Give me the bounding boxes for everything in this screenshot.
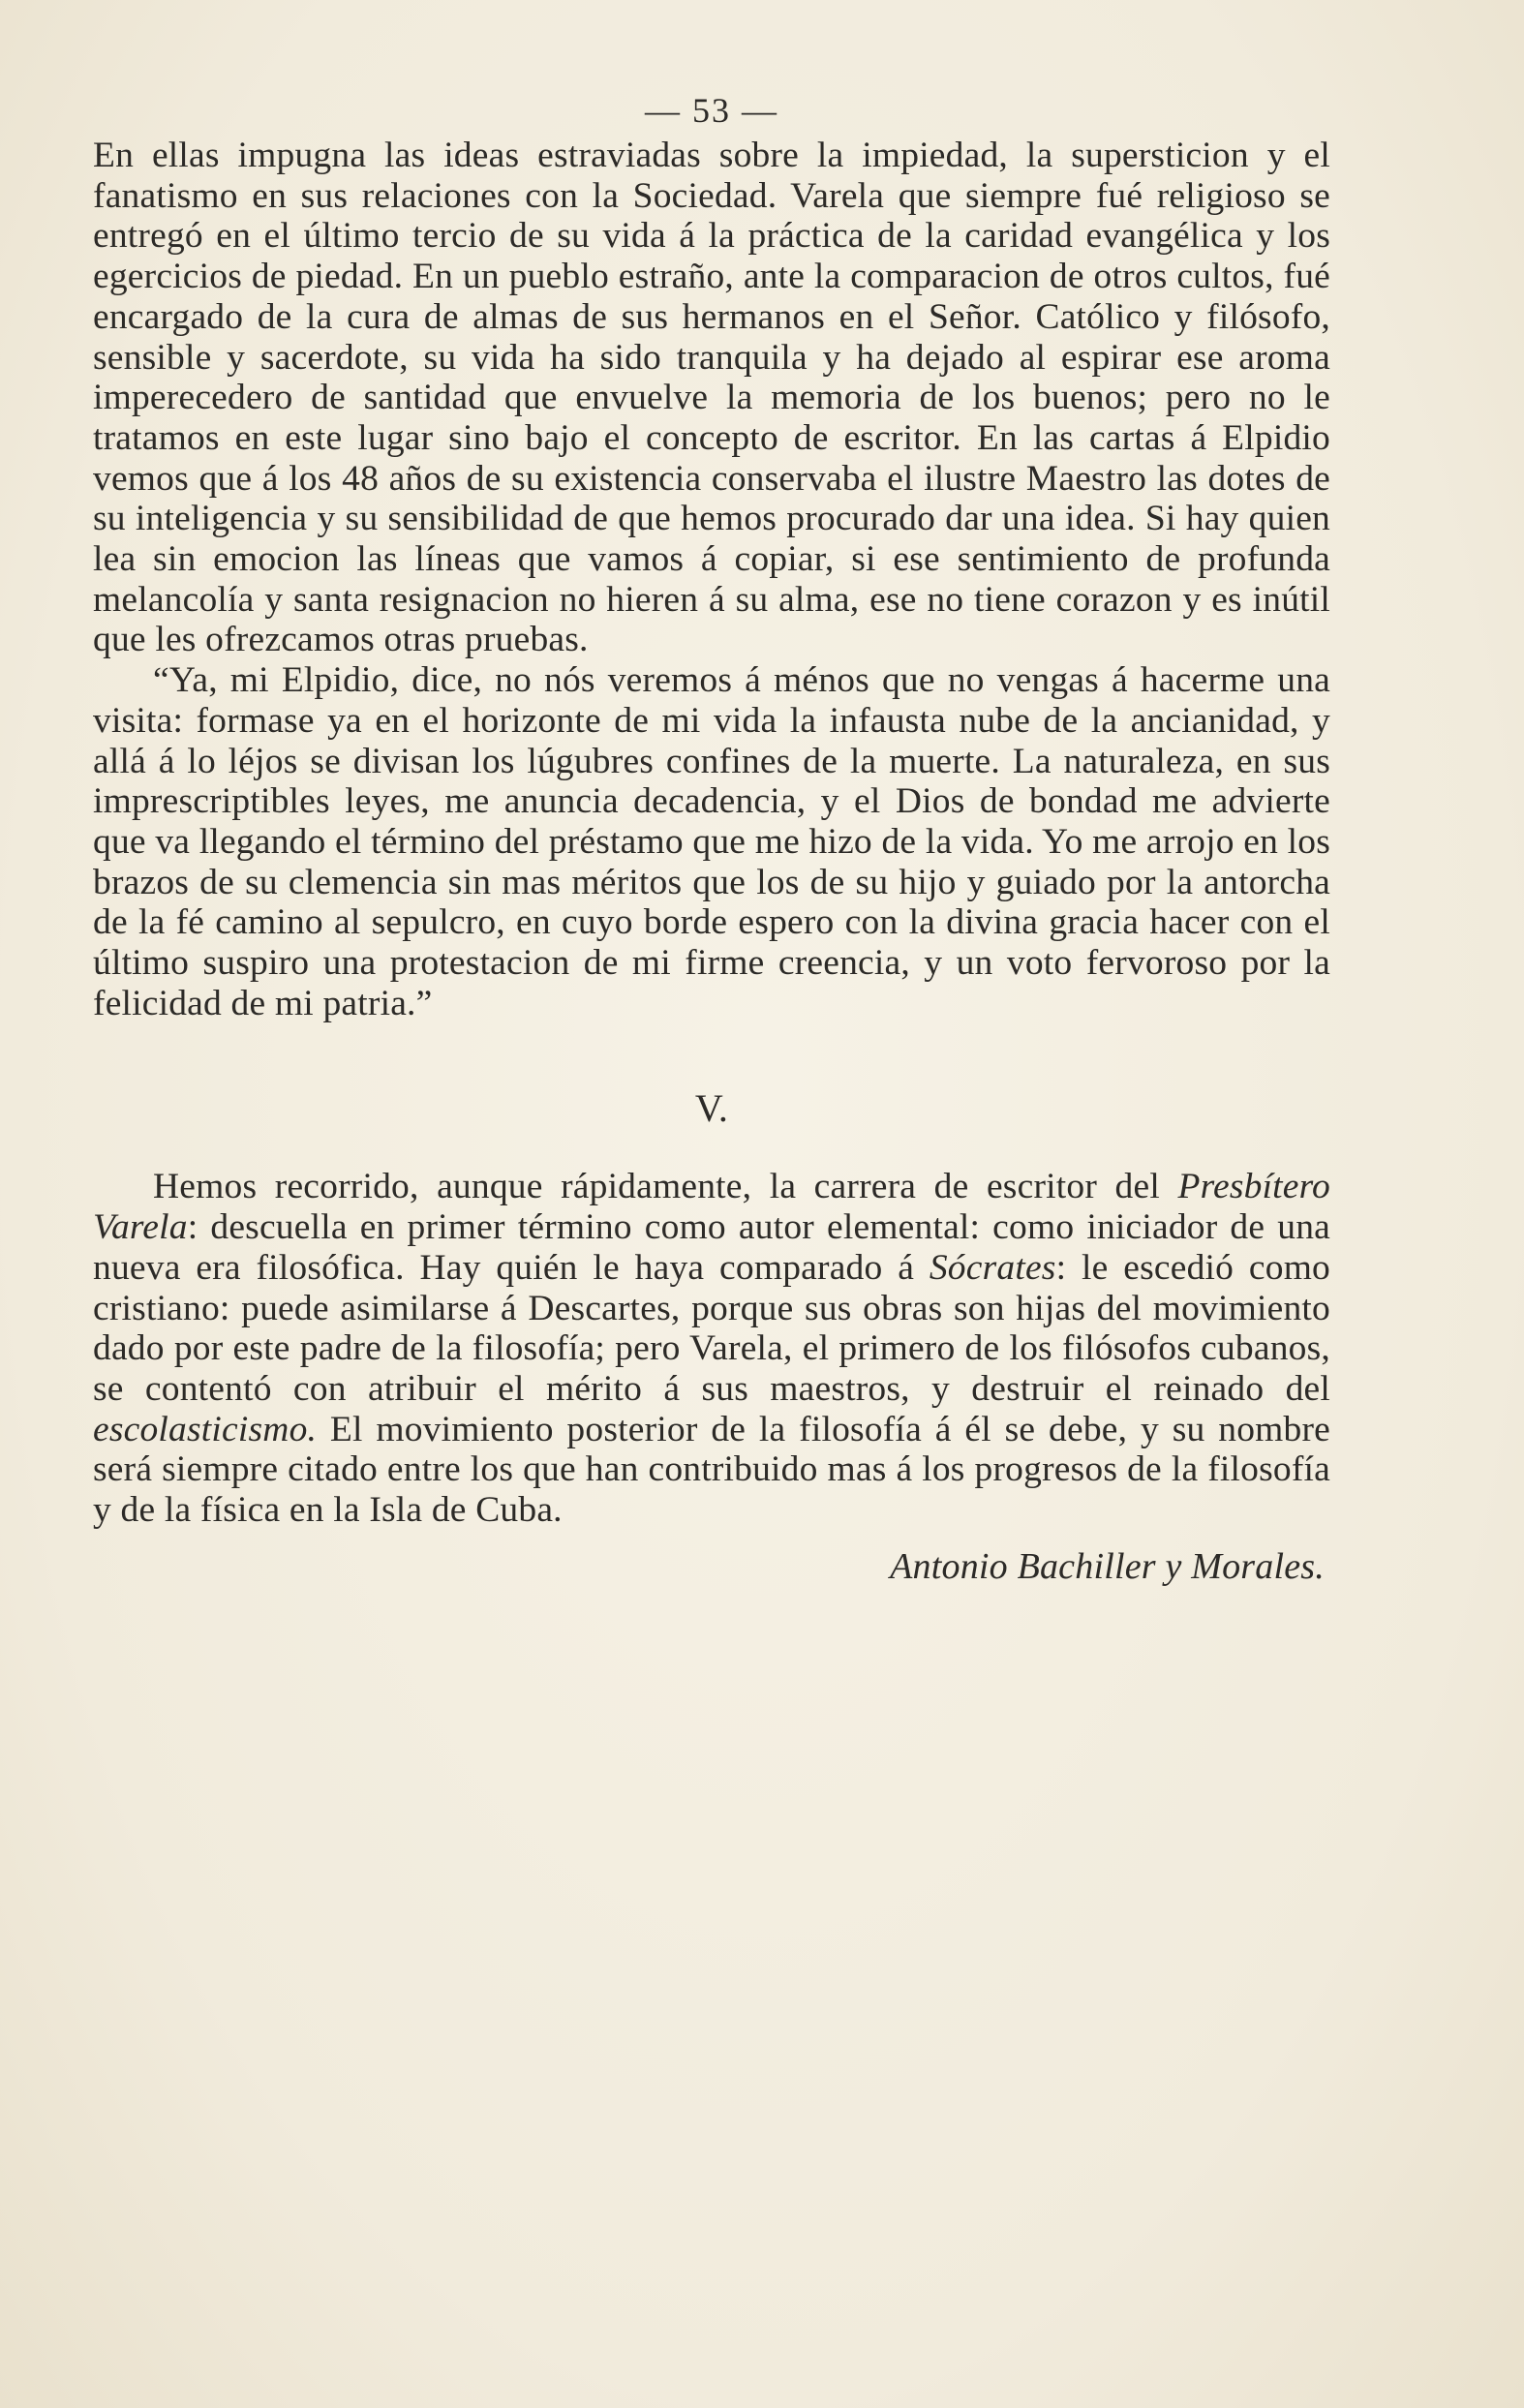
section-heading: V. (694, 1086, 729, 1131)
page-text (93, 89, 1330, 1589)
paragraph-3-italic-3: escolasticismo. (93, 1409, 318, 1449)
paragraph-3-italic-1: Presbítero Varela (93, 1167, 1330, 1248)
quoted-letter-paragraph: “Ya, mi Elpidio, dice, no nós veremos á ménos que no vengas á hacerme una visita: formase ya en el horizonte de mi vida la infausta nube de la ancianidad, y allá á lo léjos se divisan los lúgubres confines de la muerte. La naturaleza, en sus imprescriptibles leyes, me anuncia decadencia, y el Dios de bondad me advierte que va llegando el término del préstamo que me hizo de la vida. Yo me arrojo en los brazos de su clemencia sin mas méritos que los de su hijo y guiado por la antorcha de la fé camino al sepulcro, en cuyo borde espero con la divina gracia hacer con el último suspiro una protestacion de mi firme creencia, y un voto fervoroso por la felicidad de mi patria.” (93, 660, 1330, 1023)
paragraph-3-text-2: : descuella en primer término como autor elemental: como iniciador de una nueva era filosófica. Hay quién le haya comparado á (93, 1207, 1330, 1288)
paragraph-3-italic-2: Sócrates (929, 1247, 1056, 1288)
paragraph-3-text-3: : le escedió como cristiano: puede asimilarse á Descartes, porque sus obras son hijas del movimiento dado por este padre de la filosofía; pero Varela, el primero de los filósofos cubanos, se contentó con atribuir el mérito á sus maestros, y destruir el reinado del (93, 1247, 1331, 1409)
paragraph-3-text-1: Hemos recorrido, aunque rápidamente, la carrera de escritor del (153, 1167, 1178, 1207)
paragraph-3 (93, 1167, 1330, 1530)
author-signature: Antonio Bachiller y Morales. (890, 1545, 1325, 1587)
paragraph-1: En ellas impugna las ideas estraviadas sobre la impiedad, la supersticion y el fanatismo en sus relaciones con la Sociedad. Varela que siempre fué religioso se entregó en el último tercio de su vida á la práctica de la caridad evangélica y los egercicios de piedad. En un pueblo estraño, ante la comparacion de otros cultos, fué encargado de la cura de almas de sus hermanos en el Señor. Católico y filósofo, sensible y sacerdote, su vida ha sido tranquila y ha dejado al espirar ese aroma imperecedero de santidad que envuelve la memoria de los buenos; pero no le tratamos en este lugar sino bajo el concepto de escritor. En las cartas á Elpidio vemos que á los 48 años de su existencia conservaba el ilustre Maestro las dotes de su inteligencia y su sensibilidad de que hemos procurado dar una idea. Si hay quien lea sin emocion las líneas que vamos á copiar, si ese sentimiento de profunda melancolía y santa resignacion no hieren á su alma, ese no tiene corazon y es inútil que les ofrezcamos otras pruebas. (93, 136, 1330, 660)
page-number: — 53 — (645, 91, 778, 130)
paragraph-3-text-4: El movimiento posterior de la filosofía á él se debe, y su nombre será siempre citado entre los que han contribuido mas á los progresos de la filosofía y de la física en la Isla de Cuba. (93, 1409, 1330, 1531)
